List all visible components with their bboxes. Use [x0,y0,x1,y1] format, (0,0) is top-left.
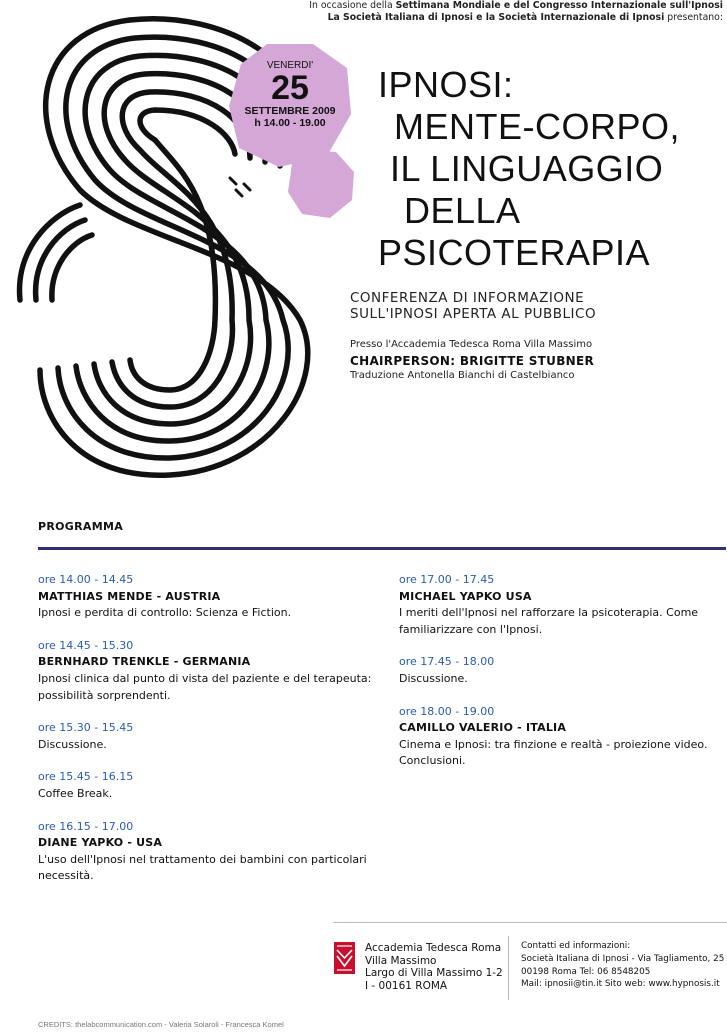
session-time: ore 15.30 - 15.45 [38,721,134,735]
event-subtitle [350,290,596,322]
session-description: Cinema e Ipnosi: tra finzione e realtà - proiezione video. Conclusioni. [399,737,708,768]
speaker-name: CAMILLO VALERIO - ITALIA [399,721,567,735]
session-description: Coffee Break. [38,786,113,800]
speaker-name: BERNHARD TRENKLE - GERMANIA [38,655,251,669]
contact-line-3: 00198 Roma Tel: 06 8548205 [521,966,651,977]
title-line-5: PSICOTERAPIA [378,232,651,273]
session-description: Discussione. [38,737,107,751]
intro-line-2: La Società Italiana di Ipnosi e la Società Internazionale di Ipnosi presentano: [327,12,723,23]
chairperson: CHAIRPERSON: BRIGITTE STUBNER [350,354,595,368]
program-item [38,819,388,885]
session-description: Ipnosi e perdita di controllo: Scienza e Fiction. [38,606,292,620]
program-item [38,720,388,753]
contact-line-4[interactable]: Mail: ipnosii@tin.it Sito web: www.hypnosis.it [521,979,720,990]
program-item [399,704,724,770]
title-line-3: IL LINGUAGGIO [390,148,664,189]
program-column-left [38,572,388,901]
academy-address [365,942,503,992]
speaker-name: MICHAEL YAPKO USA [399,589,532,603]
session-time: ore 14.45 - 15.30 [38,638,134,652]
date-day: VENERDI' [266,60,314,71]
program-heading: PROGRAMMA [38,520,124,533]
program-column-right [399,572,724,786]
session-time: ore 18.00 - 19.00 [399,704,495,718]
academy-line-1: Accademia Tedesca Roma [365,942,502,954]
program-item [38,638,388,704]
intro-text [303,0,723,24]
event-title [378,64,680,274]
title-line-1: IPNOSI: [378,64,514,105]
contact-info [521,940,724,991]
academy-line-4: I - 00161 ROMA [365,979,448,992]
session-description: I meriti dell'Ipnosi nel rafforzare la psicoterapia. Come familiarizzare con l'Ipnosi. [399,606,699,636]
title-line-2: MENTE-CORPO, [394,106,681,147]
villa-massimo-logo-icon [334,942,355,974]
session-time: ore 16.15 - 17.00 [38,819,134,833]
date-number: 25 [271,69,309,107]
program-item [399,572,724,638]
date-time: h 14.00 - 19.00 [254,117,326,129]
footer-separator [508,936,509,1000]
subtitle-line-1: CONFERENZA DI INFORMAZIONE [350,290,585,306]
footer-divider [333,922,727,923]
program-divider [38,547,726,550]
speaker-name: MATTHIAS MENDE - AUSTRIA [38,589,221,603]
event-date [229,60,351,129]
session-description: Ipnosi clinica dal punto di vista del paziente e del terapeuta: possibilità sorprendenti. [38,671,372,702]
date-month: SETTEMBRE 2009 [244,105,336,117]
venue: Presso l'Accademia Tedesca Roma Villa Massimo [350,339,593,350]
contact-line-2: Società Italiana di Ipnosi - Via Tagliamento, 25 [521,953,725,964]
subtitle-line-2: SULL'IPNOSI APERTA AL PUBBLICO [350,306,597,322]
session-description: L'uso dell'Ipnosi nel trattamento dei bambini con particolari necessità. [38,852,367,883]
contact-line-1: Contatti ed informazioni: [521,941,631,951]
intro-line-1: In occasione della Settimana Mondiale e del Congresso Internazionale sull'Ipnosi [309,0,723,11]
academy-line-2: Villa Massimo [365,954,437,967]
translation-credit: Traduzione Antonella Bianchi di Castelbianco [350,370,575,381]
session-time: ore 15.45 - 16.15 [38,770,134,784]
title-line-4: DELLA [404,190,521,231]
speaker-name: DIANE YAPKO - USA [38,836,163,850]
session-description: Discussione. [399,671,468,685]
decorative-polygon [288,150,356,218]
session-time: ore 14.00 - 14.45 [38,573,134,586]
academy-line-3: Largo di Villa Massimo 1-2 [365,967,503,979]
session-time: ore 17.45 - 18.00 [399,655,495,669]
program-item [38,572,388,622]
program-item [399,654,724,687]
credits: CREDITS: thelabcommunication.com - Valeria Solaroli - Francesca Komel [38,1020,284,1029]
program-item [38,769,388,802]
session-time: ore 17.00 - 17.45 [399,573,495,586]
